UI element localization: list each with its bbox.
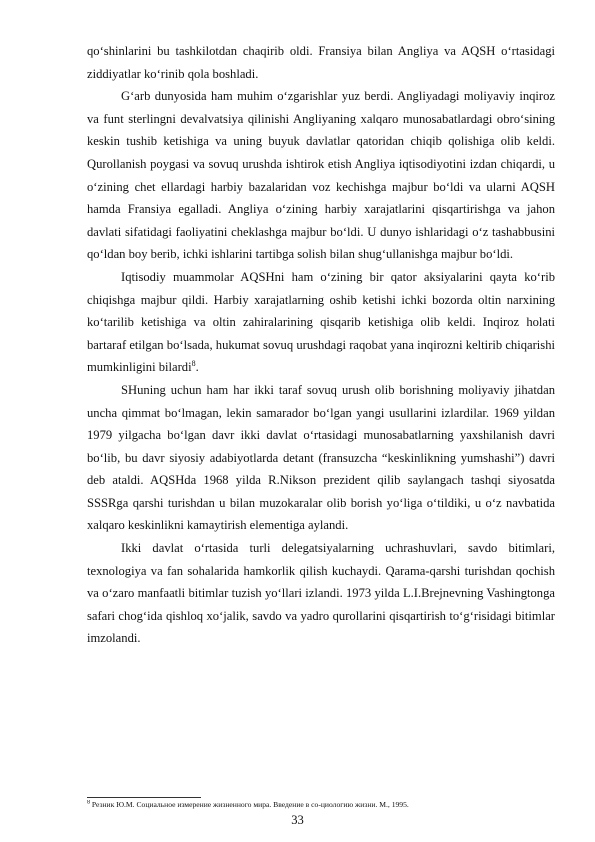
paragraph-3-text: Iqtisodiy muammolar AQSHni ham o‘zining bir qator aksiyalarini qayta ko‘rib chiqishga majbur qildi. Harbiy xarajatlarning oshib ketishi ichki bozorda oltin narxining ko‘tarilib ketishiga va oltin zahiralarining qisqarib ketishiga olib keldi. Inqiroz holati bartaraf etilgan bo‘lsada, hukumat sovuq urushdagi raqobat yana inqirozni keltirib chiqarishi mumkinligini bilardi — [87, 269, 555, 375]
page-body — [87, 40, 555, 650]
page-number: 33 — [291, 813, 304, 827]
paragraph-2 — [87, 85, 555, 266]
paragraph-3 — [87, 266, 555, 379]
paragraph-3-end: . — [195, 360, 199, 375]
paragraph-4 — [87, 379, 555, 537]
footnote — [87, 800, 555, 810]
paragraph-1 — [87, 40, 555, 85]
footnote-divider — [87, 797, 201, 798]
paragraph-2-text: G‘arb dunyosida ham muhim o‘zgarishlar yuz berdi. Angliyadagi moliyaviy inqiroz va funt sterlingni devalvatsiya qilinishi Angliyaning xalqaro munosabatlardagi obro‘sining keskin tushib ketishiga va uning buyuk davlatlar qatoridan chiqib qolishiga olib keldi. Qurollanish poygasi va sovuq urushda ishtirok etish Angliya iqtisodiyotini izdan chiqardi, u o‘zining chet ellardagi harbiy bazalaridan voz kechishga majbur bo‘ldi va ularni AQSH hamda Fransiya egalladi. Angliya o‘zining harbiy xarajatlarini qisqartirishga va jahon davlati sifatidagi faoliyatini cheklashga majbur bo‘ldi. U dunyo ishlaridagi o‘z tashabbusini qo‘ldan boy berib, ichki ishlarini tartibga solish bilan shug‘ullanishga majbur bo‘ldi. — [87, 89, 555, 262]
paragraph-4-text: SHuning uchun ham har ikki taraf sovuq urush olib borishning moliyaviy jihatdan uncha qimmat bo‘lmagan, lekin samarador bo‘lgan yangi usullarini izlardilar. 1969 yildan 1979 yilgacha bo‘lgan davr ikki davlat o‘rtasidagi munosabatlarning yaxshilanish davri bo‘lib, bu davr siyosiy adabiyotlarda detant (fransuzcha “keskinlikning yumshashi”) davri deb ataldi. AQSHda 1968 yilda R.Nikson prezident qilib saylangach tashqi siyosatda SSSRga qarshi turishdan u bilan muzokaralar olib borish yo‘liga o‘tildiki, u o‘z navbatida xalqaro keskinlikni kamaytirish elementiga aylandi. — [87, 382, 555, 533]
paragraph-5 — [87, 537, 555, 650]
paragraph-5-text: Ikki davlat o‘rtasida turli delegatsiyalarning uchrashuvlari, savdo bitimlari, texnologiya va fan sohalarida hamkorlik qilish kuchaydi. Qarama-qarshi turishdan qochish va o‘zaro manfaatli bitimlar tuzish yo‘llari izlandi. 1973 yilda L.I.Brejnevning Vashingtonga safari chog‘ida qishloq xo‘jalik, savdo va yadro qurollarini qisqartirish to‘g‘risidagi bitimlar imzolandi. — [87, 541, 555, 646]
paragraph-1-text: qo‘shinlarini bu tashkilotdan chaqirib oldi. Fransiya bilan Angliya va AQSH o‘rtasidagi ziddiyatlar ko‘rinib qola boshladi. — [87, 44, 555, 81]
footnote-reference[interactable]: 8 — [191, 359, 196, 369]
footnote-number: 8 — [87, 800, 90, 806]
footnote-text: Резник Ю.М. Социальное измерение жизненного мира. Введение в со-циологию жизни. М., 1995. — [90, 800, 409, 809]
